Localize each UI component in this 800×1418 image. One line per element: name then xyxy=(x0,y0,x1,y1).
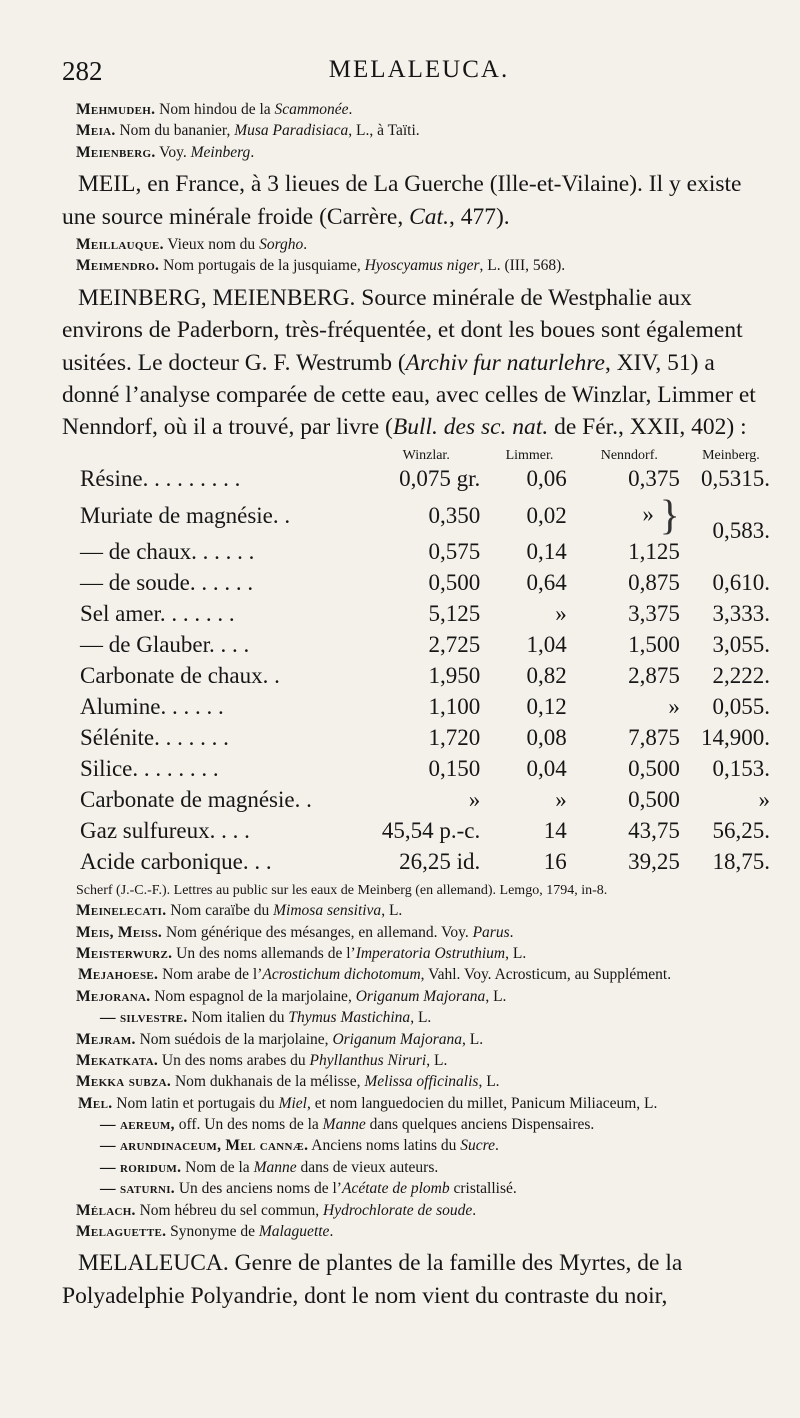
entry-mel-roridum xyxy=(62,1158,776,1177)
entry-tail: , L. xyxy=(426,1051,448,1069)
entry-tail: . xyxy=(303,235,308,253)
entry-meinberg xyxy=(62,282,776,444)
cell-nenndorf: 0,500 xyxy=(628,787,680,813)
running-title: MELALEUCA. xyxy=(328,56,510,83)
table-row xyxy=(74,495,776,537)
cell-nenndorf: » xyxy=(668,694,680,720)
entry-head: MELALEUCA. xyxy=(78,1250,229,1277)
table-row xyxy=(74,723,776,754)
entry-text: Nom de la xyxy=(181,1158,254,1176)
entry-tail: , L. xyxy=(485,987,507,1005)
entry-italic: Imperatoria Ostruthium xyxy=(355,945,506,963)
row-label: — de chaux. . . . . . xyxy=(80,539,255,565)
entry-meisterwurz xyxy=(62,944,776,963)
cell-nenndorf: 39,25 xyxy=(628,849,680,875)
entry-tail: . xyxy=(509,923,514,941)
table-row xyxy=(74,464,776,495)
entry-italic: Thymus Mastichina xyxy=(288,1009,411,1027)
cell-limmer: » xyxy=(555,601,567,627)
row-label: Acide carbonique. . . xyxy=(80,849,272,875)
cell-limmer: 0,64 xyxy=(526,570,567,596)
entry-head: Meis, Meiss. xyxy=(76,923,163,941)
entry-meis xyxy=(62,923,776,942)
entry-tail: dans de vieux auteurs. xyxy=(296,1158,439,1176)
cell-limmer: 1,04 xyxy=(526,632,567,658)
entry-text: Nom latin et portugais du xyxy=(112,1094,279,1112)
table-row xyxy=(74,847,776,878)
cell-winzlar: 2,725 xyxy=(428,632,481,658)
entry-melaleuca xyxy=(62,1247,776,1312)
cell-nenndorf: 7,875 xyxy=(628,725,680,751)
entry-mel-saturni xyxy=(62,1179,776,1198)
entry-italic: Sucre xyxy=(460,1137,495,1155)
cell-nenndorf: 1,500 xyxy=(628,632,680,658)
entry-italic: Scammonée xyxy=(274,101,349,118)
entry-italic: Manne xyxy=(322,1116,366,1134)
entry-italic: Phyllanthus Niruri xyxy=(309,1051,427,1069)
cell-limmer: 0,06 xyxy=(526,466,567,492)
entry-head: Mehmudeh. xyxy=(76,101,156,118)
row-label: Sélénite. . . . . . . xyxy=(80,725,229,751)
cell-winzlar: 1,100 xyxy=(428,694,481,720)
row-label: Silice. . . . . . . . xyxy=(80,756,219,782)
entry-text: Voy. xyxy=(155,143,191,161)
entry-head: Meinelecati. xyxy=(76,902,167,920)
entry-text: Nom dukhanais de la mélisse, xyxy=(171,1073,365,1091)
table-row xyxy=(74,785,776,816)
entry-head: — saturni. xyxy=(100,1180,175,1198)
entry-text: , en France, à 3 lieues de La Guerche (Ille-et-Vilaine). Il y existe une source minérale froide (Carrère, xyxy=(62,171,742,230)
entry-text: Nom portugais de la jusquiame, xyxy=(159,257,365,275)
table-row xyxy=(74,661,776,692)
cell-nenndorf: 1,125 xyxy=(628,539,680,565)
entry-melaguette xyxy=(62,1222,776,1241)
entry-head: MEINBERG, MEIENBERG. xyxy=(78,284,356,311)
entry-italic: Miel xyxy=(278,1094,307,1112)
entry-head: Meillauque. xyxy=(76,235,164,253)
entry-tail: . xyxy=(348,101,353,118)
entry-text-2: , XIV, 51) a donné l’analyse comparée de cette eau, avec celles de Winzlar, Limmer et Nenndorf, où il a trouvé, par livre ( xyxy=(62,349,756,441)
cell-meinberg: 3,333. xyxy=(712,601,770,627)
entry-head: Mejahoese. xyxy=(78,966,159,984)
cell-limmer: 0,02 xyxy=(526,502,567,528)
entry-tail: , et nom languedocien du millet, Panicum Miliaceum, L. xyxy=(306,1094,658,1112)
entry-tail: de Fér., XXII, 402) : xyxy=(548,414,747,441)
entry-meillauque xyxy=(62,235,776,254)
cell-meinberg: » xyxy=(758,787,770,813)
entry-text: Nom caraïbe du xyxy=(166,902,274,920)
entry-mel-arundinaceum xyxy=(62,1136,776,1155)
entry-head: Meisterwurz. xyxy=(76,945,173,963)
entry-melach xyxy=(62,1201,776,1220)
entry-italic: Hyoscyamus niger xyxy=(364,257,480,275)
entries-bottom xyxy=(62,901,776,1241)
entry-text: off. Un des noms de la xyxy=(174,1116,323,1134)
entry-tail: , L. xyxy=(505,945,527,963)
cell-winzlar: 1,950 xyxy=(428,663,481,689)
cell-nenndorf: 43,75 xyxy=(628,818,680,844)
entry-italic: Sorgho xyxy=(259,235,304,253)
column-header: Meinberg. xyxy=(702,447,760,463)
cell-winzlar: 0,075 gr. xyxy=(399,466,481,492)
analysis-table xyxy=(74,448,776,878)
entry-head: Meia. xyxy=(76,122,116,140)
entry-italic: Hydrochlorate de soude xyxy=(323,1201,473,1219)
entry-mehmudeh xyxy=(62,100,776,119)
entry-head: Mekatkata. xyxy=(76,1051,159,1069)
entry-italic: Meinberg xyxy=(190,143,251,161)
entry-tail: , L. xyxy=(478,1073,500,1091)
entry-head: MEIL xyxy=(78,171,136,198)
table-row xyxy=(74,537,776,568)
cell-limmer: 0,08 xyxy=(526,725,567,751)
entry-italic: Cat. xyxy=(409,203,449,230)
cell-winzlar: 0,150 xyxy=(428,756,481,782)
cell-limmer: 0,14 xyxy=(526,539,567,565)
entry-head: Mel. xyxy=(78,1094,113,1112)
cell-limmer: 0,04 xyxy=(526,756,567,782)
entry-mejahoese xyxy=(62,965,776,984)
column-header xyxy=(74,448,366,464)
entry-italic: Acétate de plomb xyxy=(341,1180,450,1198)
row-label: Muriate de magnésie. . xyxy=(80,502,291,528)
cell-limmer: 16 xyxy=(543,849,567,875)
row-label: — de Glauber. . . . xyxy=(80,632,250,658)
entry-tail: dans quelques anciens Dispensaires. xyxy=(365,1116,595,1134)
cell-winzlar: 0,575 xyxy=(428,539,481,565)
entry-text: Nom suédois de la marjolaine, xyxy=(135,1030,333,1048)
entry-tail: , L. xyxy=(462,1030,484,1048)
brace-mark: } xyxy=(659,492,680,539)
entry-mel-aereum xyxy=(62,1115,776,1134)
entry-head: Meimendro. xyxy=(76,257,160,275)
cell-nenndorf: 3,375 xyxy=(628,601,680,627)
entry-italic: Acrostichum dichotomum xyxy=(262,966,421,984)
page-number: 282 xyxy=(62,56,103,86)
row-label: Carbonate de chaux. . xyxy=(80,663,280,689)
entry-text: Nom du bananier, xyxy=(115,122,235,140)
entry-meimendro xyxy=(62,256,776,275)
page-header xyxy=(62,48,776,98)
entry-head: Mélach. xyxy=(76,1201,136,1219)
entry-tail: , L. xyxy=(381,902,403,920)
entry-mejorana-silvestre xyxy=(62,1008,776,1027)
entry-mel xyxy=(62,1094,776,1113)
row-label: Sel amer. . . . . . . xyxy=(80,601,235,627)
entry-head: — arundinaceum, Mel cannæ. xyxy=(100,1137,309,1155)
entry-text: Anciens noms latins du xyxy=(308,1137,461,1155)
entry-text: Nom italien du xyxy=(187,1009,289,1027)
table-row xyxy=(74,599,776,630)
entry-italic: Mimosa sensitiva xyxy=(273,902,382,920)
column-header: Limmer. xyxy=(505,447,554,463)
entry-italic: Origanum Majorana xyxy=(332,1030,463,1048)
entry-text: Synonyme de xyxy=(166,1222,259,1240)
cell-limmer: 14 xyxy=(543,818,567,844)
entry-tail: cristallisé. xyxy=(449,1180,517,1198)
entry-head: Mejorana. xyxy=(76,987,151,1005)
table-row xyxy=(74,692,776,723)
entry-italic: Malaguette xyxy=(258,1222,330,1240)
cell-value: » xyxy=(642,501,654,527)
table-row xyxy=(74,630,776,661)
entry-mekatkata xyxy=(62,1051,776,1070)
cell-limmer: 0,82 xyxy=(526,663,567,689)
cell-meinberg: 2,222. xyxy=(712,663,770,689)
entry-head: Melaguette. xyxy=(76,1222,167,1240)
entry-head: Mekka subza. xyxy=(76,1073,172,1091)
entry-text: Vieux nom du xyxy=(163,235,260,253)
cell-meinberg: 3,055. xyxy=(712,632,770,658)
cell-meinberg: 18,75. xyxy=(712,849,770,875)
entry-italic: Parus xyxy=(472,923,510,941)
entry-italic: Origanum Majorana xyxy=(355,987,486,1005)
cell-meinberg: 0,5315. xyxy=(701,466,770,492)
entry-tail: . xyxy=(329,1222,334,1240)
entry-head: — aereum, xyxy=(100,1116,175,1134)
entry-tail: , L., à Taïti. xyxy=(348,122,420,140)
cell-nenndorf: 0,375 xyxy=(628,466,680,492)
entry-text: Genre de plantes de la famille des Myrtes, de la Polyadelphie Polyandrie, dont le nom vient du contraste du noir, xyxy=(62,1250,683,1309)
row-label: — de soude. . . . . . xyxy=(80,570,254,596)
entry-italic: Musa Paradisiaca xyxy=(234,122,349,140)
entry-meienberg xyxy=(62,143,776,162)
entry-head: — silvestre. xyxy=(100,1009,188,1027)
entry-tail: . xyxy=(250,143,255,161)
cell-limmer: 0,12 xyxy=(526,694,567,720)
cell-winzlar: » xyxy=(468,787,481,813)
table-row xyxy=(74,816,776,847)
cell-nenndorf: 0,875 xyxy=(628,570,680,596)
cell-winzlar: 26,25 id. xyxy=(399,849,481,875)
entry-tail: . xyxy=(472,1201,477,1219)
entry-text: Nom arabe de l’ xyxy=(158,966,263,984)
entry-italic-2: Bull. des sc. nat. xyxy=(392,414,549,441)
entry-mekka-subza xyxy=(62,1072,776,1091)
table-row xyxy=(74,568,776,599)
scherf-reference: Scherf (J.-C.-F.). Lettres au public sur les eaux de Meinberg (en allemand). Lemgo, 1794, in-8. xyxy=(76,882,608,898)
column-header: Nenndorf. xyxy=(600,447,658,463)
entry-italic: Archiv fur naturlehre xyxy=(405,349,605,376)
cell-winzlar: 1,720 xyxy=(428,725,481,751)
cell-winzlar: 0,500 xyxy=(428,570,481,596)
entry-text: Un des noms allemands de l’ xyxy=(172,945,356,963)
entry-head: Meienberg. xyxy=(76,143,156,161)
entry-tail: , L. xyxy=(410,1009,432,1027)
cell-limmer: » xyxy=(555,787,567,813)
cell-winzlar: 45,54 p.-c. xyxy=(381,818,481,844)
row-label: Résine. . . . . . . . . xyxy=(80,466,241,492)
entry-tail: , L. (III, 568). xyxy=(479,257,566,275)
entry-head: Mejram. xyxy=(76,1030,136,1048)
entry-italic: Melissa officinalis xyxy=(364,1073,479,1091)
cell-nenndorf xyxy=(573,492,686,539)
entry-tail: , Vahl. Voy. Acrosticum, au Supplément. xyxy=(420,966,672,984)
row-label: Alumine. . . . . . xyxy=(80,694,224,720)
entry-mejram xyxy=(62,1030,776,1049)
column-header: Winzlar. xyxy=(402,447,450,463)
cell-meinberg-grouped: 0,583. xyxy=(712,518,770,544)
table-row xyxy=(74,754,776,785)
entry-tail: , 477). xyxy=(448,203,510,230)
entry-tail: . xyxy=(494,1137,499,1155)
entry-italic: Manne xyxy=(253,1158,297,1176)
entry-text: Un des anciens noms de l’ xyxy=(174,1180,342,1198)
entry-meinelecati xyxy=(62,901,776,920)
entry-text: Nom espagnol de la marjolaine, xyxy=(150,987,356,1005)
cell-meinberg: 56,25. xyxy=(712,818,770,844)
entry-text: Nom hébreu du sel commun, xyxy=(135,1201,323,1219)
entry-text: Nom générique des mésanges, en allemand. Voy. xyxy=(162,923,473,941)
cell-meinberg: 0,055. xyxy=(712,694,770,720)
entry-meil xyxy=(62,168,776,233)
cell-nenndorf: 2,875 xyxy=(628,663,680,689)
cell-meinberg: 14,900. xyxy=(701,725,770,751)
entry-head: — roridum. xyxy=(100,1158,182,1176)
row-label: Gaz sulfureux. . . . xyxy=(80,818,250,844)
cell-meinberg: 0,610. xyxy=(712,570,770,596)
row-label: Carbonate de magnésie. . xyxy=(80,787,312,813)
entry-text: Source minérale de Westphalie aux environs de Paderborn, très-fréquentée, et dont les boues sont également usitées. Le docteur G. F. Westrumb ( xyxy=(62,284,743,376)
entry-meia xyxy=(62,121,776,140)
entry-mejorana xyxy=(62,987,776,1006)
cell-nenndorf: 0,500 xyxy=(628,756,680,782)
entry-text: Nom hindou de la xyxy=(155,101,275,118)
cell-winzlar: 5,125 xyxy=(428,601,481,627)
cell-meinberg: 0,153. xyxy=(712,756,770,782)
table-header-row xyxy=(74,448,776,464)
cell-winzlar: 0,350 xyxy=(428,502,481,528)
entry-text: Un des noms arabes du xyxy=(158,1051,310,1069)
